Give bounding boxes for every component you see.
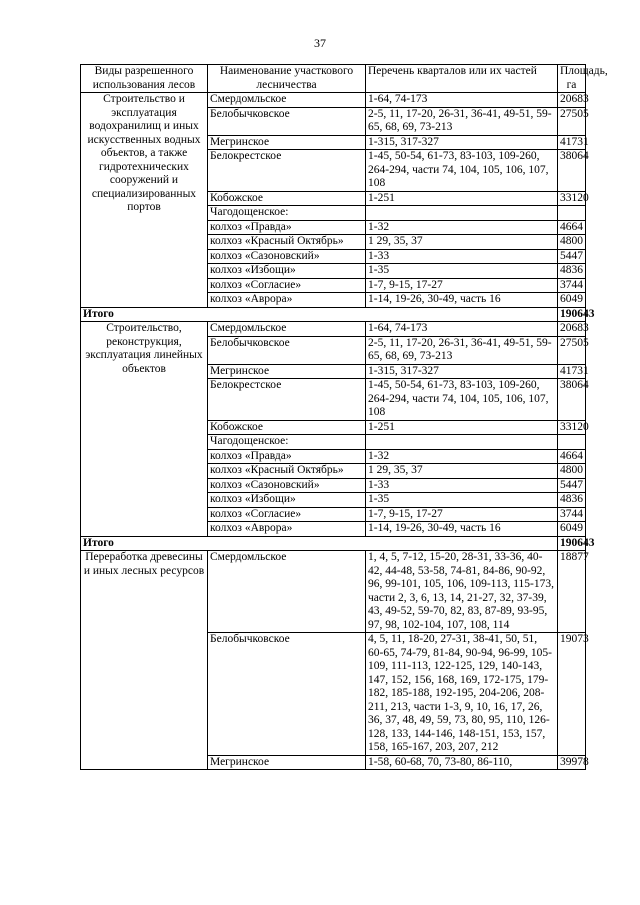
forestry-cell: Белокрестское (208, 150, 366, 192)
quarters-cell: 1-14, 19-26, 30-49, часть 16 (366, 522, 558, 537)
total-value: 190643 (558, 307, 586, 322)
area-cell: 20683 (558, 93, 586, 108)
area-cell: 5447 (558, 249, 586, 264)
area-cell (558, 435, 586, 450)
table-header-row (81, 65, 586, 93)
quarters-cell (366, 435, 558, 450)
quarters-cell: 1-33 (366, 478, 558, 493)
area-cell: 4800 (558, 464, 586, 479)
quarters-cell: 1-64, 74-173 (366, 322, 558, 337)
area-cell: 4800 (558, 235, 586, 250)
area-cell: 41731 (558, 135, 586, 150)
page-number: 37 (314, 36, 326, 50)
quarters-cell: 1-33 (366, 249, 558, 264)
forestry-cell: Смердомльское (208, 322, 366, 337)
area-cell: 27505 (558, 336, 586, 364)
forestry-cell: Белокрестское (208, 379, 366, 421)
quarters-cell: 1-315, 317-327 (366, 135, 558, 150)
area-cell: 27505 (558, 107, 586, 135)
quarters-cell: 2-5, 11, 17-20, 26-31, 36-41, 49-51, 59-65, 68, 69, 73-213 (366, 336, 558, 364)
forestry-cell: колхоз «Аврора» (208, 293, 366, 308)
quarters-cell: 1-35 (366, 493, 558, 508)
area-cell: 4836 (558, 264, 586, 279)
area-cell: 41731 (558, 364, 586, 379)
table-row (81, 93, 586, 108)
forest-use-table (80, 64, 608, 770)
forestry-cell: колхоз «Избощи» (208, 264, 366, 279)
quarters-cell: 1 29, 35, 37 (366, 464, 558, 479)
forestry-cell: Чагодощенское: (208, 435, 366, 450)
area-cell: 33120 (558, 191, 586, 206)
quarters-cell: 1, 4, 5, 7-12, 15-20, 28-31, 33-36, 40-42, 44-48, 53-58, 74-81, 84-86, 90-92, 96, 99-101, 105, 106, 109-113, 115-173, части 2, 3, 6, 13, 14, 21-27, 32, 37-39, 43, 49-52, 59-70, 82, 83, 87-89, 93-95, 97, 98, 102-104, 107, 108, 114 (366, 551, 558, 633)
forestry-cell: колхоз «Правда» (208, 220, 366, 235)
area-cell: 20683 (558, 322, 586, 337)
total-row (81, 536, 586, 551)
header-area: Площадь, га (558, 65, 586, 93)
quarters-cell: 1-35 (366, 264, 558, 279)
forestry-cell: Мегринское (208, 135, 366, 150)
quarters-cell: 1 29, 35, 37 (366, 235, 558, 250)
area-cell: 39978 (558, 755, 586, 770)
area-cell: 4836 (558, 493, 586, 508)
area-cell: 4664 (558, 220, 586, 235)
quarters-cell: 1-32 (366, 449, 558, 464)
header-quarters: Перечень кварталов или их частей (366, 65, 558, 93)
forestry-cell: колхоз «Красный Октябрь» (208, 464, 366, 479)
table-row (81, 322, 586, 337)
forestry-cell: Чагодощенское: (208, 206, 366, 221)
quarters-cell: 1-64, 74-173 (366, 93, 558, 108)
forestry-cell: колхоз «Согласие» (208, 278, 366, 293)
area-cell: 33120 (558, 420, 586, 435)
forestry-cell: колхоз «Сазоновский» (208, 249, 366, 264)
area-cell: 38064 (558, 379, 586, 421)
area-cell: 3744 (558, 507, 586, 522)
forestry-cell: колхоз «Аврора» (208, 522, 366, 537)
forestry-cell: колхоз «Согласие» (208, 507, 366, 522)
total-value: 190643 (558, 536, 586, 551)
forestry-cell: Смердомльское (208, 93, 366, 108)
forestry-cell: колхоз «Красный Октябрь» (208, 235, 366, 250)
forestry-cell: Мегринское (208, 755, 366, 770)
quarters-cell: 1-58, 60-68, 70, 73-80, 86-110, (366, 755, 558, 770)
forestry-cell: Кобожское (208, 420, 366, 435)
forestry-cell: колхоз «Правда» (208, 449, 366, 464)
quarters-cell: 1-315, 317-327 (366, 364, 558, 379)
header-type: Виды разрешенного использования лесов (81, 65, 208, 93)
area-cell: 6049 (558, 293, 586, 308)
area-cell: 38064 (558, 150, 586, 192)
quarters-cell (366, 206, 558, 221)
forestry-cell: Белобычковское (208, 107, 366, 135)
forestry-cell: Смердомльское (208, 551, 366, 633)
table-row (81, 551, 586, 633)
quarters-cell: 1-45, 50-54, 61-73, 83-103, 109-260, 264-294, части 74, 104, 105, 106, 107, 108 (366, 379, 558, 421)
quarters-cell: 1-7, 9-15, 17-27 (366, 278, 558, 293)
quarters-cell: 1-251 (366, 191, 558, 206)
forestry-cell: Мегринское (208, 364, 366, 379)
forestry-cell: колхоз «Избощи» (208, 493, 366, 508)
quarters-cell: 1-7, 9-15, 17-27 (366, 507, 558, 522)
total-label: Итого (81, 536, 558, 551)
area-cell: 19073 (558, 633, 586, 756)
use-type-cell: Переработка древесины и иных лесных ресурсов (81, 551, 208, 770)
area-cell (558, 206, 586, 221)
forestry-cell: Белобычковское (208, 336, 366, 364)
quarters-cell: 1-45, 50-54, 61-73, 83-103, 109-260, 264-294, части 74, 104, 105, 106, 107, 108 (366, 150, 558, 192)
total-label: Итого (81, 307, 558, 322)
area-cell: 5447 (558, 478, 586, 493)
use-type-cell: Строительство и эксплуатация водохранилищ и иных искусственных водных объектов, а также гидротехнических сооружений и специализированных портов (81, 93, 208, 308)
use-type-cell: Строительство, реконструкция, эксплуатация линейных объектов (81, 322, 208, 537)
quarters-cell: 1-32 (366, 220, 558, 235)
forestry-cell: Кобожское (208, 191, 366, 206)
forestry-cell: Белобычковское (208, 633, 366, 756)
area-cell: 4664 (558, 449, 586, 464)
forestry-cell: колхоз «Сазоновский» (208, 478, 366, 493)
quarters-cell: 1-251 (366, 420, 558, 435)
total-row (81, 307, 586, 322)
header-forestry: Наименование участкового лесничества (208, 65, 366, 93)
quarters-cell: 4, 5, 11, 18-20, 27-31, 38-41, 50, 51, 60-65, 74-79, 81-84, 90-94, 96-99, 105-109, 111-113, 122-125, 129, 140-143, 147, 152, 156, 168, 169, 172-175, 179-182, 185-188, 192-195, 204-206, 208-211, 213, части 1-3, 9, 10, 16, 17, 26, 36, 37, 48, 49, 59, 73, 80, 95, 110, 126-128, 133, 144-146, 148-151, 153, 157, 158, 165-167, 203, 207, 212 (366, 633, 558, 756)
area-cell: 6049 (558, 522, 586, 537)
area-cell: 3744 (558, 278, 586, 293)
quarters-cell: 2-5, 11, 17-20, 26-31, 36-41, 49-51, 59-65, 68, 69, 73-213 (366, 107, 558, 135)
area-cell: 18877 (558, 551, 586, 633)
quarters-cell: 1-14, 19-26, 30-49, часть 16 (366, 293, 558, 308)
